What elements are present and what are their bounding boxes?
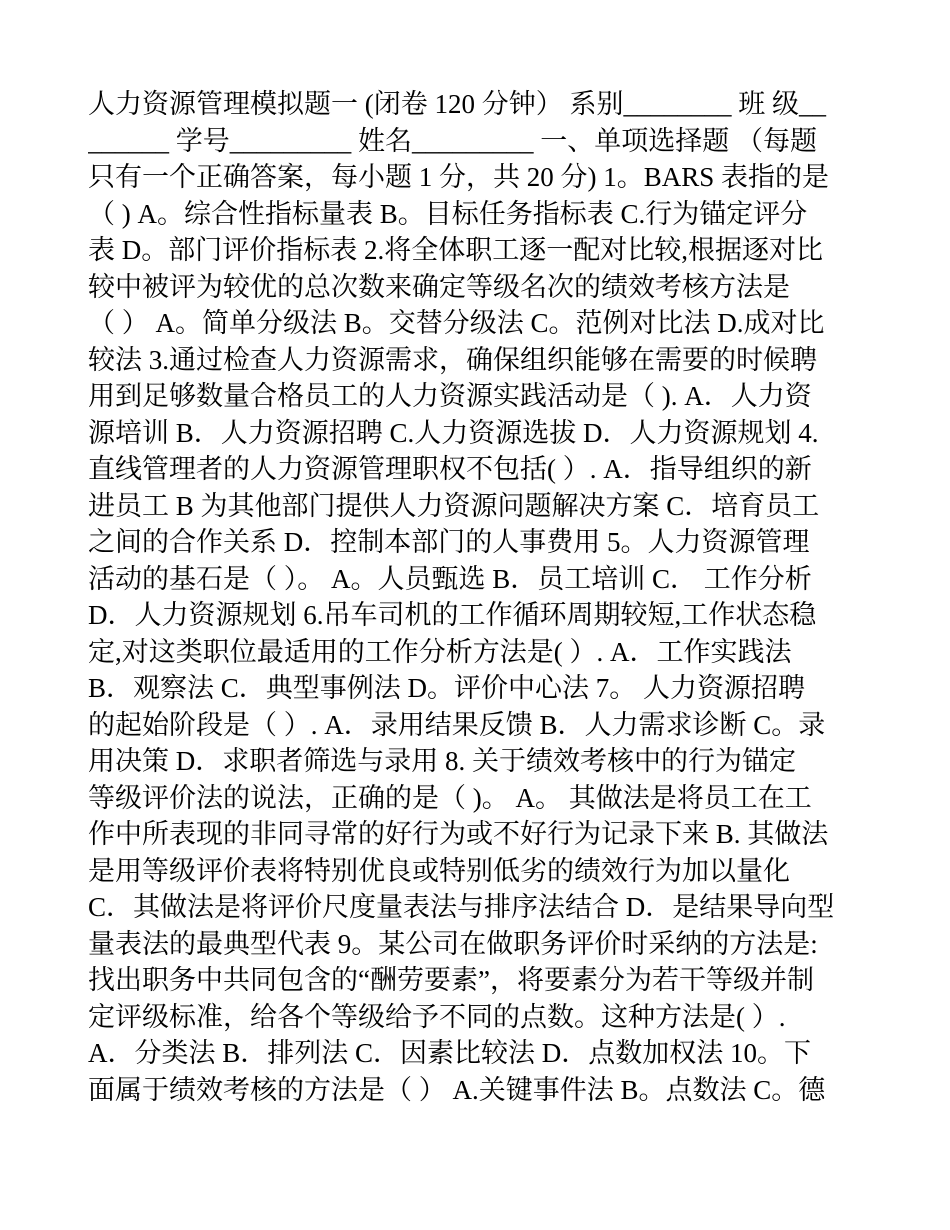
text-line: B．观察法 C．典型事例法 D。评价中心法 7。 人力资源招聘	[88, 673, 806, 703]
exam-text-body	[88, 86, 878, 1108]
text-line: 源培训 B．人力资源招聘 C.人力资源选拔 D．人力资源规划 4.	[88, 417, 819, 448]
text-line: 表 D。部门评价指标表 2.将全体职工逐一配对比较,根据逐对比	[88, 235, 823, 265]
text-line: 用到足够数量合格员工的人力资源实践活动是（ ). A．人力资	[88, 381, 812, 411]
text-line: 找出职务中共同包含的“酬劳要素”，将要素分为若干等级并制	[88, 965, 814, 995]
text-line: ______ 学号_________ 姓名_________ 一、单项选择题 （每题	[88, 125, 817, 156]
text-line: （ ) A。综合性指标量表 B。目标任务指标表 C.行为锚定评分	[88, 198, 808, 229]
text-line: 定评级标准，给各个等级给予不同的点数。这种方法是( ）.	[88, 1001, 786, 1032]
text-line: C．其做法是将评价尺度量表法与排序法结合 D．是结果导向型	[88, 892, 835, 922]
text-line: 作中所表现的非同寻常的好行为或不好行为记录下来 B. 其做法	[88, 819, 829, 849]
text-line: 直线管理者的人力资源管理职权不包括( ）. A．指导组织的新	[88, 454, 812, 484]
text-line: 用决策 D．求职者筛选与录用 8. 关于绩效考核中的行为锚定	[88, 746, 796, 776]
text-line: 进员工 B 为其他部门提供人力资源问题解决方案 C．培育员工	[88, 490, 820, 521]
text-line: 只有一个正确答案，每小题 1 分，共 20 分) 1。BARS 表指的是	[88, 162, 830, 192]
text-line: 之间的合作关系 D．控制本部门的人事费用 5。人力资源管理	[88, 527, 810, 557]
text-line: 定,对这类职位最适用的工作分析方法是( ）. A．工作实践法	[88, 636, 792, 667]
text-line: 人力资源管理模拟题一 (闭卷 120 分钟） 系别________ 班 级__	[88, 89, 826, 119]
text-line: 较法 3.通过检查人力资源需求，确保组织能够在需要的时候聘	[88, 344, 817, 375]
text-line: 活动的基石是（ ）。 A。人员甄选 B．员工培训 C． 工作分析	[88, 563, 812, 594]
text-line: 是用等级评价表将特别优良或特别低劣的绩效行为加以量化	[88, 855, 790, 886]
text-line: 等级评价法的说法，正确的是（ )。 A。 其做法是将员工在工	[88, 782, 812, 813]
text-line: 量表法的最典型代表 9。某公司在做职务评价时采纳的方法是:	[88, 928, 818, 959]
text-line: A．分类法 B．排列法 C．因素比较法 D．点数加权法 10。下	[88, 1038, 812, 1068]
text-line: 较中被评为较优的总次数来确定等级名次的绩效考核方法是	[88, 271, 790, 302]
text-line: 的起始阶段是（ ）. A．录用结果反馈 B．人力需求诊断 C。录	[88, 709, 826, 740]
text-line: D．人力资源规划 6.吊车司机的工作循环周期较短,工作状态稳	[88, 600, 817, 630]
text-line: 面属于绩效考核的方法是（ ） A.关键事件法 B。点数法 C。德	[88, 1074, 826, 1105]
text-line: （ ） A。简单分级法 B。交替分级法 C。范例对比法 D.成对比	[88, 308, 825, 338]
